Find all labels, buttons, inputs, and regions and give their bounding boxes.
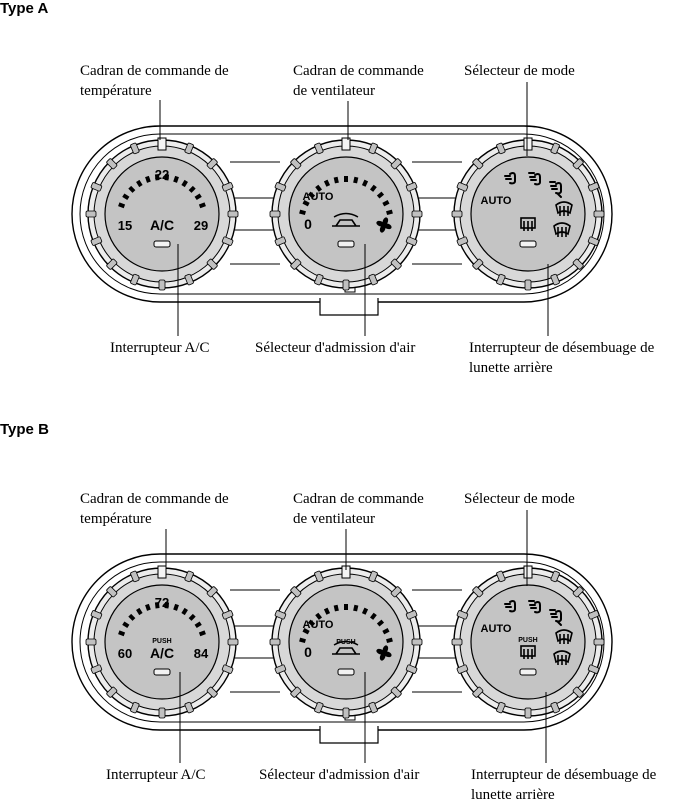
diagram-title-type-b: Type B bbox=[0, 421, 49, 438]
fan-scale-tick bbox=[336, 605, 337, 611]
fan-scale-tick bbox=[387, 640, 393, 642]
label-line: Sélecteur d'admission d'air bbox=[255, 340, 416, 356]
mode-dial-indicator-notch bbox=[524, 566, 532, 578]
fan-dial-grip-tab bbox=[343, 280, 349, 290]
fan-dial-grip-tab bbox=[412, 639, 422, 645]
fan-dial-grip-tab bbox=[270, 639, 280, 645]
temperature-dial-indicator-notch bbox=[158, 566, 166, 578]
temperature-top-value: 72 bbox=[154, 595, 170, 610]
fan-dial-indicator-notch bbox=[342, 138, 350, 150]
fan-scale-tick bbox=[364, 180, 367, 185]
temperature-min-value: 15 bbox=[117, 218, 133, 233]
fan-scale-tick bbox=[300, 640, 306, 642]
temperature-dial-grip-tab bbox=[228, 639, 238, 645]
temperature-scale-tick bbox=[175, 177, 177, 183]
mode-dial-grip-tab bbox=[525, 280, 531, 290]
climate-control-panel-type-a bbox=[0, 0, 680, 400]
fan-dial-indicator-lamp bbox=[338, 669, 354, 675]
label-line: Cadran de commande de bbox=[80, 63, 229, 79]
air-intake-push-label: PUSH bbox=[336, 639, 356, 646]
temperature-scale-tick bbox=[119, 204, 125, 206]
panel-bottom-tab bbox=[320, 726, 378, 743]
mode-dial-indicator-lamp bbox=[520, 241, 536, 247]
temperature-dial-indicator-lamp bbox=[154, 241, 170, 247]
temperature-scale-tick bbox=[138, 609, 141, 614]
temperature-scale-tick bbox=[183, 609, 186, 614]
label-line: Sélecteur de mode bbox=[464, 491, 575, 507]
fan-off-label: 0 bbox=[304, 216, 312, 232]
fan-dial-indicator-lamp bbox=[338, 241, 354, 247]
fan-scale-tick bbox=[355, 605, 356, 611]
temperature-scale-tick bbox=[200, 204, 206, 206]
fan-scale-tick bbox=[326, 608, 329, 613]
label-line: Cadran de commande bbox=[293, 491, 424, 507]
ac-switch-label: A/C bbox=[149, 645, 175, 661]
temperature-dial-grip-tab bbox=[86, 211, 96, 217]
temperature-dial-indicator-lamp bbox=[154, 669, 170, 675]
mode-dial-indicator-lamp bbox=[520, 669, 536, 675]
ac-switch-label: A/C bbox=[149, 217, 175, 233]
fan-dial-grip-tab bbox=[412, 211, 422, 217]
temperature-scale-tick bbox=[200, 632, 206, 634]
fan-scale-tick bbox=[300, 212, 306, 214]
temperature-scale-tick bbox=[123, 195, 128, 198]
mode-dial-indicator-notch bbox=[524, 138, 532, 150]
temperature-dial-indicator-notch bbox=[158, 138, 166, 150]
fan-dial-grip-tab bbox=[270, 211, 280, 217]
ac-push-label: PUSH bbox=[152, 638, 172, 645]
fan-scale-tick bbox=[387, 212, 393, 214]
label-line: Interrupteur de désembuage de bbox=[471, 767, 657, 783]
label-line: lunette arrière bbox=[471, 787, 555, 803]
temperature-scale-tick bbox=[175, 605, 177, 611]
temperature-scale-tick bbox=[183, 181, 186, 186]
mode-dial-grip-tab bbox=[452, 639, 462, 645]
temperature-dial-grip-tab bbox=[228, 211, 238, 217]
fan-dial-grip-tab bbox=[343, 708, 349, 718]
mode-dial-grip-tab bbox=[452, 211, 462, 217]
fan-auto-label: AUTO bbox=[302, 619, 334, 631]
climate-control-panel-type-b bbox=[0, 428, 680, 802]
temperature-top-value: 22 bbox=[154, 167, 170, 182]
temperature-min-value: 60 bbox=[117, 646, 133, 661]
label-line: de ventilateur bbox=[293, 83, 376, 99]
temperature-scale-tick bbox=[147, 605, 149, 611]
panel-bottom-tab bbox=[320, 298, 378, 315]
temperature-max-value: 84 bbox=[193, 646, 209, 661]
rear-defrost-push-label: PUSH bbox=[518, 637, 538, 644]
label-line: Interrupteur A/C bbox=[110, 340, 210, 356]
mode-auto-label: AUTO bbox=[480, 195, 512, 207]
mode-auto-label: AUTO bbox=[480, 623, 512, 635]
fan-scale-tick bbox=[383, 630, 388, 633]
fan-off-label: 0 bbox=[304, 644, 312, 660]
fan-auto-label: AUTO bbox=[302, 191, 334, 203]
mode-dial-grip-tab bbox=[594, 211, 604, 217]
temperature-dial-grip-tab bbox=[159, 708, 165, 718]
diagram-title-type-a: Type A bbox=[0, 0, 49, 17]
label-line: Interrupteur de désembuage de bbox=[469, 340, 655, 356]
temperature-scale-tick bbox=[123, 623, 128, 626]
temperature-scale-tick bbox=[138, 181, 141, 186]
mode-dial-grip-tab bbox=[525, 708, 531, 718]
temperature-dial-grip-tab bbox=[159, 280, 165, 290]
fan-scale-tick bbox=[364, 608, 367, 613]
temperature-scale-tick bbox=[196, 195, 201, 198]
fan-scale-tick bbox=[355, 177, 356, 183]
temperature-scale-tick bbox=[147, 177, 149, 183]
temperature-dial-grip-tab bbox=[86, 639, 96, 645]
label-line: Cadran de commande de bbox=[80, 491, 229, 507]
label-line: Sélecteur de mode bbox=[464, 63, 575, 79]
fan-scale-tick bbox=[336, 177, 337, 183]
label-line: Cadran de commande bbox=[293, 63, 424, 79]
temperature-max-value: 29 bbox=[193, 218, 209, 233]
label-line: Interrupteur A/C bbox=[106, 767, 206, 783]
temperature-scale-tick bbox=[119, 632, 125, 634]
temperature-scale-tick bbox=[196, 623, 201, 626]
fan-scale-tick bbox=[326, 180, 329, 185]
mode-dial-grip-tab bbox=[594, 639, 604, 645]
label-line: température bbox=[80, 83, 152, 99]
label-line: lunette arrière bbox=[469, 360, 553, 376]
label-line: Sélecteur d'admission d'air bbox=[259, 767, 420, 783]
fan-scale-tick bbox=[383, 202, 388, 205]
label-line: température bbox=[80, 511, 152, 527]
label-line: de ventilateur bbox=[293, 511, 376, 527]
